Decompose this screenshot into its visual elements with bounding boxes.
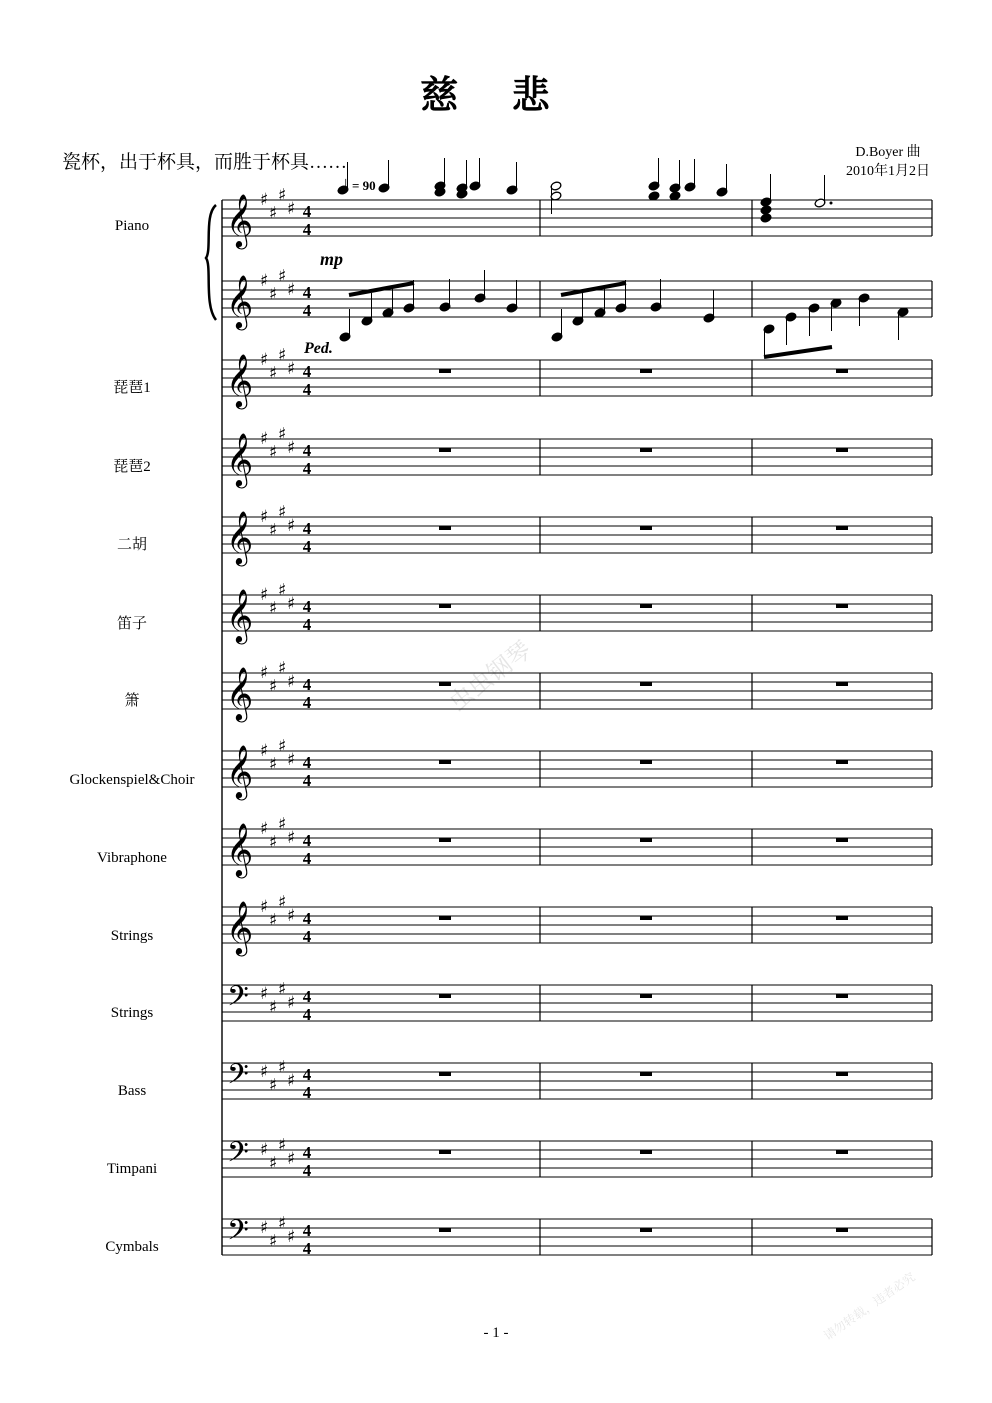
whole-rest <box>640 760 652 764</box>
time-sig-bottom: 4 <box>302 615 312 634</box>
dynamic-mark: mp <box>320 249 344 269</box>
tempo-mark: = 90 <box>352 178 376 193</box>
whole-rest <box>836 760 848 764</box>
sharp-icon: ♯ <box>287 516 296 536</box>
note-head <box>760 213 772 223</box>
time-sig-top: 4 <box>302 753 312 772</box>
note-head <box>760 205 772 215</box>
time-sig-top: 4 <box>302 441 312 460</box>
sharp-icon: ♯ <box>269 284 278 305</box>
time-sig-top: 4 <box>302 362 312 381</box>
time-sig-top: 4 <box>302 675 312 694</box>
sharp-icon: ♯ <box>269 363 278 384</box>
pedal-mark: Ped. <box>304 340 333 357</box>
treble-clef-icon: 𝄞 <box>226 193 254 247</box>
time-sig-bottom: 4 <box>302 693 312 712</box>
sharp-icon: ♯ <box>269 910 278 931</box>
sharp-icon: ♯ <box>287 438 296 458</box>
sharp-icon: ♯ <box>278 185 287 206</box>
instrument-label: Bass <box>117 1083 147 1099</box>
piano-brace <box>206 205 216 320</box>
sharp-icon: ♯ <box>278 502 287 523</box>
time-sig-top: 4 <box>302 909 312 928</box>
page-title: 慈 悲 <box>420 75 572 117</box>
instrument-label: 琵琶2 <box>113 459 151 475</box>
instrument-label: 箫 <box>124 693 140 709</box>
time-sig-top: 4 <box>302 202 312 221</box>
instrument-label: 琵琶1 <box>113 380 151 396</box>
whole-rest <box>836 994 848 998</box>
sharp-icon: ♯ <box>278 1213 287 1234</box>
treble-clef-icon: 𝄞 <box>226 588 254 642</box>
treble-clef-icon: 𝄞 <box>226 353 254 407</box>
sharp-icon: ♯ <box>278 580 287 601</box>
sharp-icon: ♯ <box>287 828 296 848</box>
whole-rest <box>439 838 451 842</box>
time-sig-bottom: 4 <box>302 927 312 946</box>
treble-clef-icon: 𝄞 <box>226 666 254 720</box>
whole-rest <box>439 1072 451 1076</box>
time-sig-bottom: 4 <box>302 301 312 320</box>
sharp-icon: ♯ <box>260 819 269 839</box>
time-sig-bottom: 4 <box>302 849 312 868</box>
instrument-label: Timpani <box>106 1161 158 1177</box>
sharp-icon: ♯ <box>287 672 296 692</box>
whole-rest <box>640 448 652 452</box>
whole-rest <box>836 1228 848 1232</box>
sharp-icon: ♯ <box>269 754 278 775</box>
sharp-icon: ♯ <box>260 663 269 683</box>
treble-clef-icon: 𝄞 <box>226 510 254 564</box>
sharp-icon: ♯ <box>260 585 269 605</box>
time-sig-bottom: 4 <box>302 771 312 790</box>
sharp-icon: ♯ <box>287 1227 296 1247</box>
sharp-icon: ♯ <box>278 892 287 913</box>
whole-rest <box>836 369 848 373</box>
sharp-icon: ♯ <box>269 997 278 1018</box>
bass-clef-icon: 𝄢 <box>227 1058 249 1098</box>
time-sig-bottom: 4 <box>302 1083 312 1102</box>
instrument-label: Cymbals <box>105 1239 159 1255</box>
sharp-icon: ♯ <box>278 266 287 287</box>
treble-clef-icon: 𝄞 <box>226 900 254 954</box>
sharp-icon: ♯ <box>287 750 296 770</box>
sharp-icon: ♯ <box>269 1153 278 1174</box>
beam <box>561 283 626 295</box>
sharp-icon: ♯ <box>287 594 296 614</box>
tempo-note-icon: ♩ <box>340 176 349 197</box>
time-sig-top: 4 <box>302 283 312 302</box>
sharp-icon: ♯ <box>260 1218 269 1238</box>
whole-rest <box>439 369 451 373</box>
sharp-icon: ♯ <box>269 1075 278 1096</box>
instrument-label: 二胡 <box>116 537 148 553</box>
time-sig-top: 4 <box>302 831 312 850</box>
sharp-icon: ♯ <box>278 658 287 679</box>
whole-rest <box>439 1228 451 1232</box>
time-sig-top: 4 <box>302 987 312 1006</box>
treble-clef-icon: 𝄞 <box>226 432 254 486</box>
time-sig-bottom: 4 <box>302 1005 312 1024</box>
beam <box>764 347 832 357</box>
time-sig-top: 4 <box>302 1221 312 1240</box>
time-sig-bottom: 4 <box>302 220 312 239</box>
whole-rest <box>836 1072 848 1076</box>
whole-rest <box>836 682 848 686</box>
time-sig-bottom: 4 <box>302 459 312 478</box>
whole-rest <box>640 682 652 686</box>
whole-rest <box>640 1150 652 1154</box>
dot <box>830 202 833 205</box>
whole-rest <box>836 838 848 842</box>
sharp-icon: ♯ <box>260 984 269 1004</box>
sharp-icon: ♯ <box>269 442 278 463</box>
bass-clef-icon: 𝄢 <box>227 1136 249 1176</box>
time-sig-bottom: 4 <box>302 380 312 399</box>
sharp-icon: ♯ <box>287 280 296 300</box>
date: 2010年1月2日 <box>846 164 930 179</box>
sharp-icon: ♯ <box>269 676 278 697</box>
sharp-icon: ♯ <box>260 190 269 210</box>
time-sig-bottom: 4 <box>302 537 312 556</box>
sharp-icon: ♯ <box>287 993 296 1013</box>
whole-rest <box>836 526 848 530</box>
sharp-icon: ♯ <box>278 814 287 835</box>
page-number: - 1 - <box>483 1325 509 1341</box>
sharp-icon: ♯ <box>278 1135 287 1156</box>
time-sig-top: 4 <box>302 597 312 616</box>
watermark-2: 请勿转载，违者必究 <box>821 1269 918 1344</box>
whole-rest <box>439 916 451 920</box>
composer: D.Boyer 曲 <box>855 145 921 160</box>
instrument-label: Glockenspiel&Choir <box>69 772 195 788</box>
whole-rest <box>640 838 652 842</box>
bass-clef-icon: 𝄢 <box>227 1214 249 1254</box>
sharp-icon: ♯ <box>260 1062 269 1082</box>
whole-rest <box>640 526 652 530</box>
sharp-icon: ♯ <box>269 598 278 619</box>
beam <box>349 283 414 295</box>
whole-rest <box>439 448 451 452</box>
sharp-icon: ♯ <box>287 359 296 379</box>
sharp-icon: ♯ <box>278 345 287 366</box>
sharp-icon: ♯ <box>269 203 278 224</box>
sharp-icon: ♯ <box>260 271 269 291</box>
sharp-icon: ♯ <box>260 741 269 761</box>
sharp-icon: ♯ <box>269 832 278 853</box>
sharp-icon: ♯ <box>287 906 296 926</box>
instrument-label: 笛子 <box>116 616 148 632</box>
whole-rest <box>640 1228 652 1232</box>
whole-rest <box>640 369 652 373</box>
time-sig-bottom: 4 <box>302 1161 312 1180</box>
whole-rest <box>439 1150 451 1154</box>
treble-clef-icon: 𝄞 <box>226 274 254 328</box>
treble-clef-icon: 𝄞 <box>226 744 254 798</box>
sharp-icon: ♯ <box>278 979 287 1000</box>
whole-rest <box>640 604 652 608</box>
sharp-icon: ♯ <box>278 736 287 757</box>
instrument-label: Piano <box>114 218 150 234</box>
whole-rest <box>439 526 451 530</box>
sharp-icon: ♯ <box>260 897 269 917</box>
sharp-icon: ♯ <box>260 350 269 370</box>
sharp-icon: ♯ <box>269 520 278 541</box>
treble-clef-icon: 𝄞 <box>226 822 254 876</box>
watermark: 虫虫钢琴 <box>443 635 537 717</box>
sharp-icon: ♯ <box>269 1231 278 1252</box>
whole-rest <box>640 994 652 998</box>
whole-rest <box>439 994 451 998</box>
time-sig-top: 4 <box>302 1065 312 1084</box>
sharp-icon: ♯ <box>287 199 296 219</box>
sharp-icon: ♯ <box>278 1057 287 1078</box>
whole-rest <box>640 916 652 920</box>
whole-rest <box>836 604 848 608</box>
whole-rest <box>836 1150 848 1154</box>
time-sig-bottom: 4 <box>302 1239 312 1258</box>
whole-rest <box>640 1072 652 1076</box>
whole-rest <box>836 916 848 920</box>
whole-rest <box>439 604 451 608</box>
instrument-label: Strings <box>110 1005 154 1021</box>
bass-clef-icon: 𝄢 <box>227 980 249 1020</box>
sharp-icon: ♯ <box>287 1149 296 1169</box>
instrument-label: Vibraphone <box>97 850 167 866</box>
sharp-icon: ♯ <box>278 424 287 445</box>
time-sig-top: 4 <box>302 1143 312 1162</box>
subtitle: 瓷杯，出于杯具，而胜于杯具…… <box>62 152 348 173</box>
sharp-icon: ♯ <box>260 507 269 527</box>
time-sig-top: 4 <box>302 519 312 538</box>
whole-rest <box>439 760 451 764</box>
sharp-icon: ♯ <box>287 1071 296 1091</box>
sharp-icon: ♯ <box>260 429 269 449</box>
sharp-icon: ♯ <box>260 1140 269 1160</box>
whole-rest <box>836 448 848 452</box>
instrument-label: Strings <box>110 928 154 944</box>
